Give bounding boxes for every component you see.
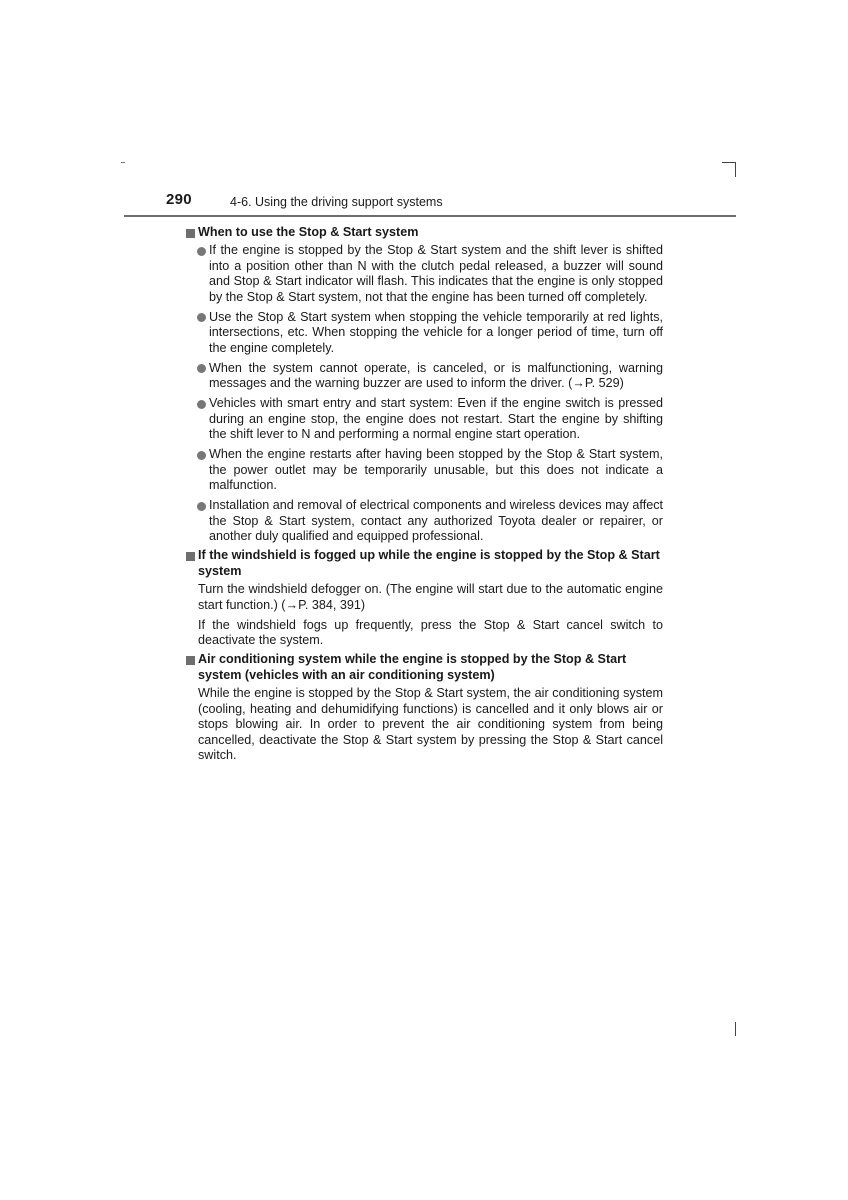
- section-heading-windshield-fogged: [185, 548, 663, 579]
- crop-mark-top-right-vertical: [735, 162, 736, 177]
- section-title: 4-6. Using the driving support systems: [230, 195, 443, 209]
- circle-bullet-icon: [197, 247, 206, 256]
- list-item-text: Vehicles with smart entry and start system: Even if the engine switch is pressed during an engine stop, the engine does not restart. Start the engine by shifting the shift lever to N and performing a normal engine start operation.: [209, 396, 663, 441]
- list-item-text: Use the Stop & Start system when stopping the vehicle temporarily at red lights, intersections, etc. When stopping the vehicle for a longer period of time, turn off the engine completely.: [209, 309, 663, 355]
- square-bullet-icon: [186, 552, 195, 561]
- circle-bullet-icon: [197, 400, 206, 409]
- crop-mark-top-right: [722, 162, 736, 163]
- page-header: [124, 190, 736, 218]
- crop-mark-bottom-right: [735, 1022, 736, 1036]
- circle-bullet-icon: [197, 313, 206, 322]
- section-heading-air-conditioning: [185, 652, 663, 683]
- paragraph: While the engine is stopped by the Stop & Start system, the air conditioning system (cooling, heating and dehumidifying functions) is cancelled and it only blows air or stops blowing air. In order to prevent the air conditioning system from being cancelled, deactivate the Stop & Start system by pressing the Stop & Start cancel switch.: [198, 686, 663, 762]
- list-item: [185, 310, 663, 357]
- list-item: [185, 243, 663, 305]
- list-item: [185, 498, 663, 545]
- section-heading-when-to-use: [185, 225, 663, 241]
- paragraph: If the windshield fogs up frequently, press the Stop & Start cancel switch to deactivate the system.: [198, 617, 663, 647]
- list-item: [185, 396, 663, 443]
- page-number: 290: [166, 191, 192, 208]
- list-item-text: Installation and removal of electrical components and wireless devices may affect the Stop & Start system, contact any authorized Toyota dealer or repairer, or another duly qualified and equipped professional.: [209, 498, 663, 543]
- circle-bullet-icon: [197, 502, 206, 511]
- list-item-text: When the engine restarts after having been stopped by the Stop & Start system, the power outlet may be temporarily unusable, but this does not indicate a malfunction.: [209, 447, 663, 492]
- heading-text: Air conditioning system while the engine is stopped by the Stop & Start system (vehicles with an air conditioning system): [198, 652, 627, 682]
- crop-mark-top-left: [121, 162, 125, 163]
- heading-text: When to use the Stop & Start system: [198, 225, 419, 239]
- square-bullet-icon: [186, 656, 195, 665]
- square-bullet-icon: [186, 229, 195, 238]
- list-item-text: When the system cannot operate, is canceled, or is malfunctioning, warning messages and the warning buzzer are used to inform the driver. (→P. 529): [209, 360, 663, 390]
- paragraph: Turn the windshield defogger on. (The engine will start due to the automatic engine start function.) (→P. 384, 391): [198, 582, 663, 612]
- circle-bullet-icon: [197, 451, 206, 460]
- list-item: [185, 447, 663, 494]
- list-item-text: If the engine is stopped by the Stop & Start system and the shift lever is shifted into a position other than N with the clutch pedal released, a buzzer will sound and Stop & Start indicator will flash. This indicates that the engine is only stopped by the Stop & Start system, not that the engine has been turned off completely.: [209, 243, 663, 304]
- heading-text: If the windshield is fogged up while the engine is stopped by the Stop & Start system: [198, 548, 660, 578]
- list-item: [185, 361, 663, 392]
- page-content: [185, 225, 663, 764]
- bullet-list-when-to-use: [185, 243, 663, 545]
- header-rule: [124, 215, 736, 217]
- circle-bullet-icon: [197, 364, 206, 373]
